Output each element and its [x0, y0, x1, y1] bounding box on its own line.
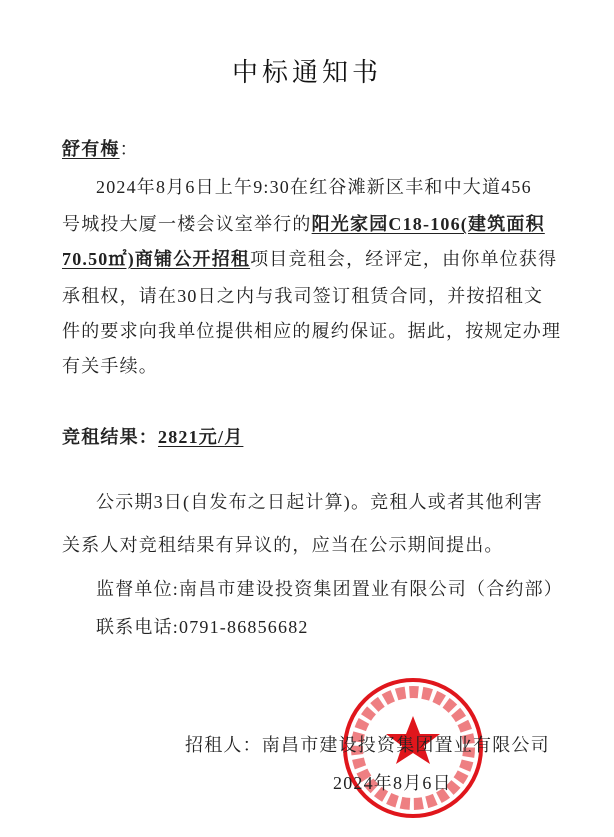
page-title: 中标通知书 [231, 58, 382, 87]
supervisor: 监督单位:南昌市建设投资集团置业有限公司（合约部） [96, 579, 563, 599]
body-line-3 [62, 248, 557, 270]
body-line-1: 2024年8月6日上午9:30在红谷滩新区丰和中大道456 [96, 177, 532, 197]
body-line-4: 承租权，请在30日之内与我司签订租赁合同，并按招租文 [62, 286, 544, 306]
notice-line-2: 关系人对竞租结果有异议的，应当在公示期间提出。 [62, 535, 504, 555]
recipient-name: 舒有梅 [62, 139, 120, 159]
project-name-cont: 70.50㎡)商铺公开招租 [62, 249, 251, 269]
body-line-5: 件的要求向我单位提供相应的履约保证。据此，按规定办理 [62, 321, 562, 341]
body-text: 号城投大厦一楼会议室举行的 [62, 214, 312, 234]
contact-phone: 联系电话:0791-86856682 [96, 617, 309, 637]
body-line-2 [62, 213, 545, 235]
bid-result-label: 竞租结果： [62, 427, 158, 447]
recipient-suffix: ： [119, 139, 139, 159]
bid-result-value: 2821元/月 [158, 427, 244, 447]
body-line-6: 有关手续。 [62, 356, 158, 376]
issue-date: 2024年8月6日 [333, 773, 452, 793]
issuer: 招租人：南昌市建设投资集团置业有限公司 [185, 735, 550, 755]
notice-line-1: 公示期3日(自发布之日起计算)。竞租人或者其他利害 [96, 492, 543, 512]
body-text: 项目竞租会，经评定，由你单位获得 [250, 249, 558, 269]
project-name: 阳光家园C18-106(建筑面积 [311, 214, 545, 234]
bid-result [62, 426, 243, 448]
recipient [62, 138, 139, 160]
